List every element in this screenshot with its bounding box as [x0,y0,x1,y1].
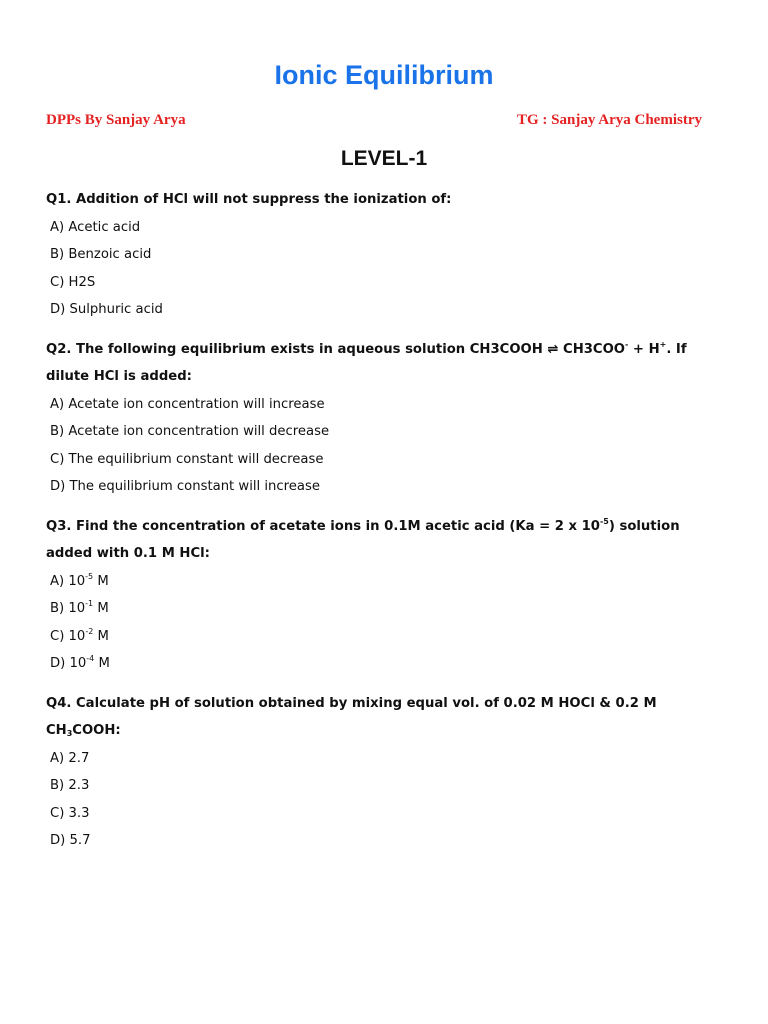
option-c: C) The equilibrium constant will decrease [50,451,324,467]
option-b [46,595,726,623]
option-c: C) H2S [50,274,96,290]
exponent: -4 [86,654,95,663]
option-d: D) 5.7 [50,833,91,848]
option-unit: M [93,573,109,589]
question-2 [46,336,726,501]
question-4 [46,690,726,855]
subscript: 3 [66,729,73,738]
option-unit: M [94,656,110,671]
superscript: - [625,339,629,349]
option-d [46,650,726,678]
question-list [46,186,726,867]
exponent: -5 [85,571,94,581]
superscript: + [659,339,667,349]
option-b: B) Acetate ion concentration will decrease [50,424,330,439]
question-text [46,336,726,391]
option-label: D) 10 [50,656,87,671]
option-label: A) 10 [50,573,86,589]
telegram-byline: TG : Sanjay Arya Chemistry [517,112,702,128]
option-d: D) The equilibrium constant will increase [50,479,320,494]
option-label: C) 10 [50,628,86,644]
exponent: -2 [85,626,94,636]
question-text [46,513,726,568]
option-b: B) 2.3 [50,778,90,793]
option-c: C) 3.3 [50,805,90,821]
option-a: A) Acetic acid [50,219,141,235]
option-a: A) Acetate ion concentration will increase [50,396,325,412]
question-text: Q1. Addition of HCl will not suppress the ionization of: [46,192,452,207]
option-c [46,623,726,651]
option-a [46,568,726,596]
question-1 [46,186,726,324]
option-b: B) Benzoic acid [50,247,152,262]
author-byline: DPPs By Sanjay Arya [46,112,186,128]
question-text-part: . If dilute HCl is added: [46,341,687,384]
question-text-part: COOH: [72,723,121,738]
option-unit: M [93,601,109,616]
exponent: -1 [85,599,94,608]
page-title: Ionic Equilibrium [274,60,494,90]
question-text-part: ) solution added with 0.1 M HCl: [46,518,680,561]
question-text-part: + H [628,341,660,357]
superscript: -5 [599,516,609,526]
level-heading: LEVEL-1 [340,147,428,170]
question-text-part: Q3. Find the concentration of acetate ions in 0.1M acetic acid (Ka = 2 x 10 [46,518,600,534]
option-label: B) 10 [50,601,86,616]
option-d: D) Sulphuric acid [50,302,163,317]
option-unit: M [93,628,109,644]
question-3 [46,513,726,678]
question-text-part: Q2. The following equilibrium exists in aqueous solution CH3COOH ⇌ CH3COO [46,341,626,357]
option-a: A) 2.7 [50,750,90,766]
question-text [46,690,726,745]
question-text-part: Q4. Calculate pH of solution obtained by mixing equal vol. of 0.02 M HOCl & 0.2 M CH [46,695,657,738]
